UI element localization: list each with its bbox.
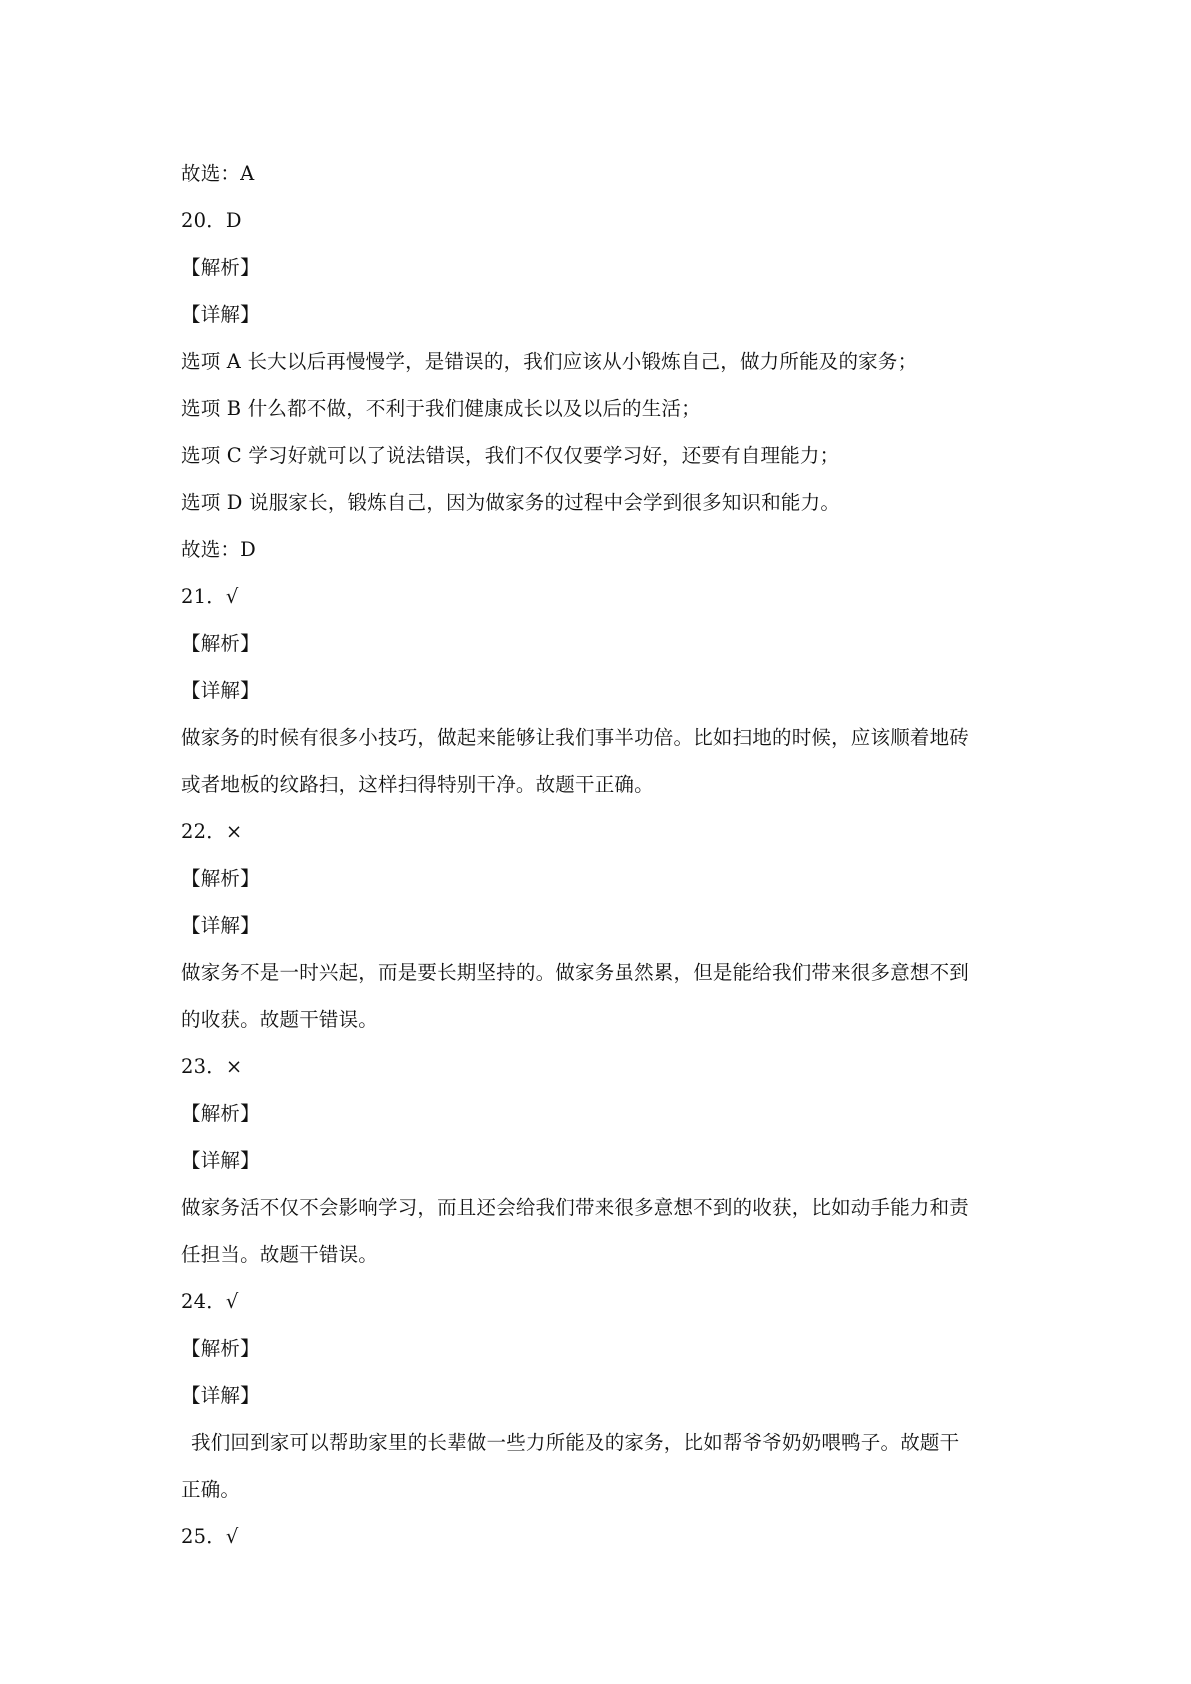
explanation-heading: 【详解】 [181,679,260,702]
option-c-explanation: 选项 C 学习好就可以了说法错误，我们不仅仅要学习好，还要有自理能力； [181,444,840,467]
explanation-paragraph-line: 我们回到家可以帮助家里的长辈做一些力所能及的家务，比如帮爷爷奶奶喂鸭子。故题干 [191,1431,960,1454]
question-answer-23: 23．× [181,1055,243,1078]
question-answer-20: 20．D [181,209,242,232]
explanation-paragraph-line: 做家务不是一时兴起，而是要长期坚持的。做家务虽然累，但是能给我们带来很多意想不到 [181,961,970,984]
option-d-explanation: 选项 D 说服家长，锻炼自己，因为做家务的过程中会学到很多知识和能力。 [181,491,841,514]
explanation-paragraph-line: 正确。 [181,1478,241,1501]
analysis-heading: 【解析】 [181,632,260,655]
analysis-heading: 【解析】 [181,1337,260,1360]
explanation-paragraph-line: 做家务的时候有很多小技巧，做起来能够让我们事半功倍。比如扫地的时候，应该顺着地砖 [181,726,970,749]
explanation-paragraph-line: 任担当。故题干错误。 [181,1243,379,1266]
explanation-heading: 【详解】 [181,303,260,326]
question-answer-25: 25．√ [181,1525,239,1548]
explanation-heading: 【详解】 [181,914,260,937]
explanation-heading: 【详解】 [181,1149,260,1172]
explanation-heading: 【详解】 [181,1384,260,1407]
answer-text-block [181,150,1021,1560]
option-a-explanation: 选项 A 长大以后再慢慢学，是错误的，我们应该从小锻炼自己，做力所能及的家务； [181,350,918,373]
conclusion-line: 故选：A [181,162,255,185]
explanation-paragraph-line: 或者地板的纹路扫，这样扫得特别干净。故题干正确。 [181,773,654,796]
conclusion-line: 故选：D [181,538,256,561]
analysis-heading: 【解析】 [181,256,260,279]
explanation-paragraph-line: 的收获。故题干错误。 [181,1008,379,1031]
analysis-heading: 【解析】 [181,1102,260,1125]
explanation-paragraph-line: 做家务活不仅不会影响学习，而且还会给我们带来很多意想不到的收获，比如动手能力和责 [181,1196,970,1219]
option-b-explanation: 选项 B 什么都不做，不利于我们健康成长以及以后的生活； [181,397,701,420]
analysis-heading: 【解析】 [181,867,260,890]
question-answer-21: 21．√ [181,585,239,608]
question-answer-24: 24．√ [181,1290,239,1313]
question-answer-22: 22．× [181,820,243,843]
